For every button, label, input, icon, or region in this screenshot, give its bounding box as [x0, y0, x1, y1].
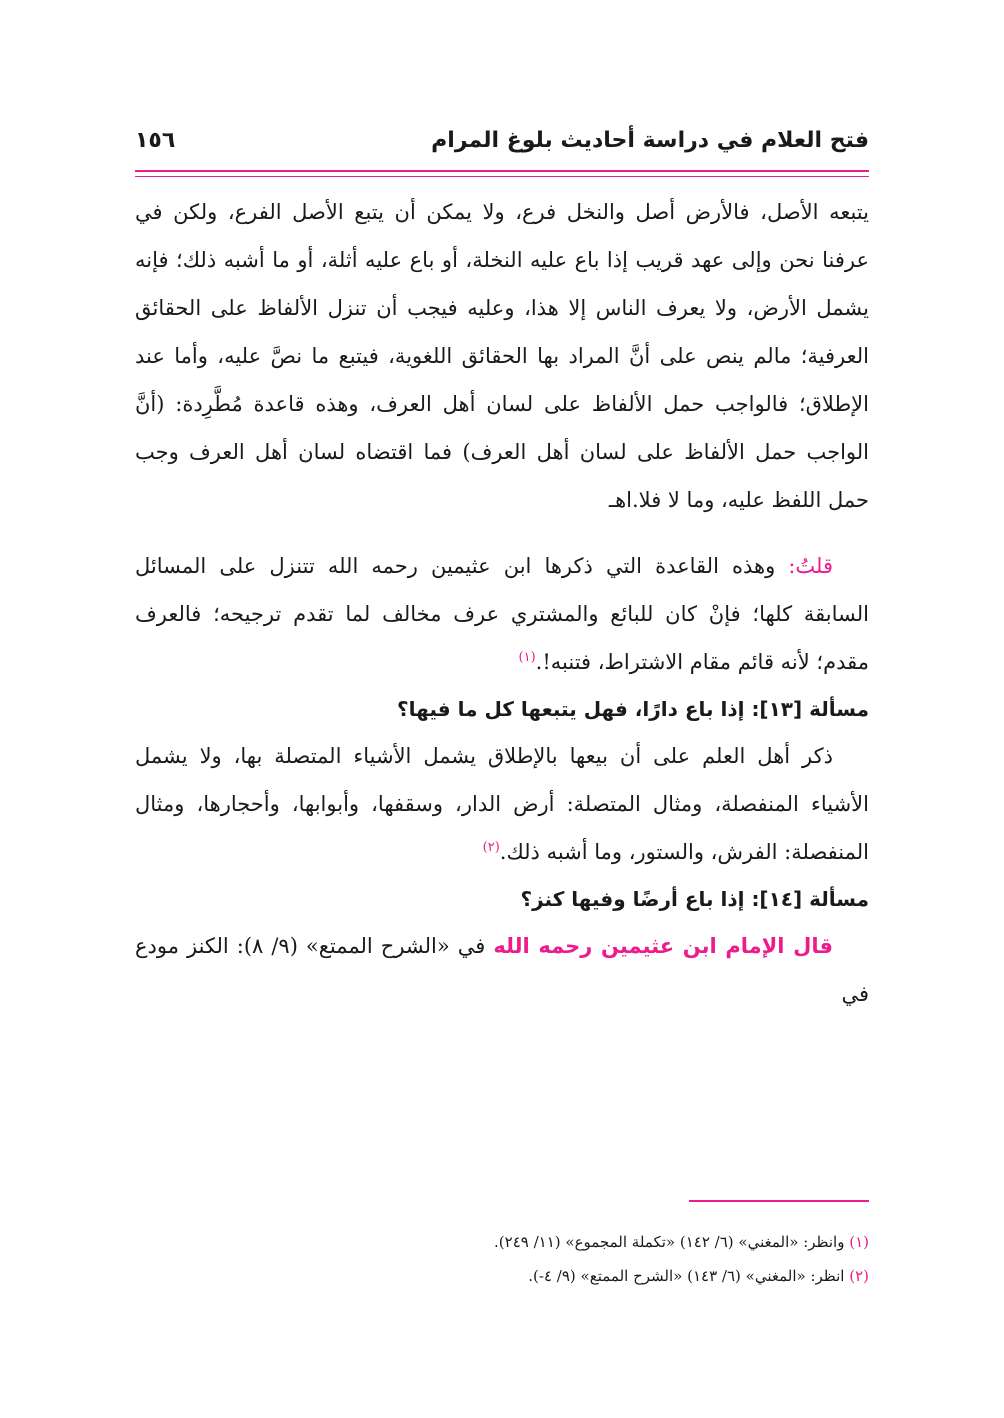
qultu-lead: قلتُ: [788, 554, 834, 578]
footnote-text: انظر: «المغني» (٦/ ١٤٣) «الشرح الممتع» (٩/ ٤-). [528, 1267, 845, 1285]
paragraph [135, 188, 869, 524]
footnote-number: (٢) [849, 1267, 869, 1285]
book-title: فتح العلام في دراسة أحاديث بلوغ المرام [431, 128, 869, 153]
heading-label: مسألة [١٤]: [751, 887, 869, 911]
paragraph [135, 542, 869, 686]
heading-text: إذا باع أرضًا وفيها كنز؟ [520, 887, 745, 911]
heading-label: مسألة [١٣]: [751, 697, 869, 721]
page-header [135, 122, 869, 166]
paragraph-text: وهذه القاعدة التي ذكرها ابن عثيمين رحمه الله تتنزل على المسائل السابقة كلها؛ فإنْ كان للبائع والمشتري عرف مخالف لما تقدم ترجيحه؛ فالعرف مقدم؛ لأنه قائم مقام الاشتراط، فتنبه!. [135, 554, 869, 674]
footnote-number: (١) [849, 1233, 869, 1251]
header-rule [135, 170, 869, 172]
paragraph-text: يتبعه الأصل، فالأرض أصل والنخل فرع، ولا يمكن أن يتبع الأصل الفرع، ولكن في عرفنا نحن وإلى عهد قريب إذا باع عليه النخلة، أو باع عليه أثلة، أو ما أشبه ذلك؛ فإنه يشمل الأرض، ولا يعرف الناس إلا هذا، وعليه فيجب أن تنزل الألفاظ على الحقائق العرفية؛ مالم ينص على أنَّ المراد بها الحقائق اللغوية، فيتبع ما نصَّ عليه، وأما عند الإطلاق؛ فالواجب حمل الألفاظ على لسان أهل العرف، وهذه قاعدة مُطَّرِدة: (أنَّ الواجب حمل الألفاظ على لسان أهل العرف) فما اقتضاه لسان أهل العرف وجب حمل اللفظ عليه، وما لا فلا.اهـ [135, 200, 870, 512]
header-rule-thin [135, 176, 869, 177]
paragraph-text: في «الشرح الممتع» (٩/ ٨): الكنز مودع في [135, 934, 869, 1006]
paragraph [135, 732, 869, 876]
footnote-rule [689, 1200, 869, 1202]
footnote-text: وانظر: «المغني» (٦/ ١٤٢) «تكملة المجموع» (١١/ ٢٤٩). [494, 1233, 845, 1251]
footnotes [135, 1225, 869, 1293]
footnote-ref: (١) [518, 650, 536, 665]
footnote [135, 1259, 869, 1293]
issue-heading-13 [135, 686, 869, 732]
paragraph-text: ذكر أهل العلم على أن بيعها بالإطلاق يشمل الأشياء المتصلة بها، ولا يشمل الأشياء المنفصلة، ومثال المتصلة: أرض الدار، وسقفها، وأبوابها، وأحجارها، ومثال المنفصلة: الفرش، والستور، وما أشبه ذلك. [135, 744, 869, 864]
footnote-ref: (٢) [482, 840, 500, 855]
footnote [135, 1225, 869, 1259]
heading-text: إذا باع دارًا، فهل يتبعها كل ما فيها؟ [397, 697, 745, 721]
page-number: ١٥٦ [135, 128, 176, 153]
paragraph [135, 922, 869, 1018]
page-body [135, 188, 869, 1018]
quote-attribution: قال الإمام ابن عثيمين رحمه الله [493, 934, 833, 958]
issue-heading-14 [135, 876, 869, 922]
